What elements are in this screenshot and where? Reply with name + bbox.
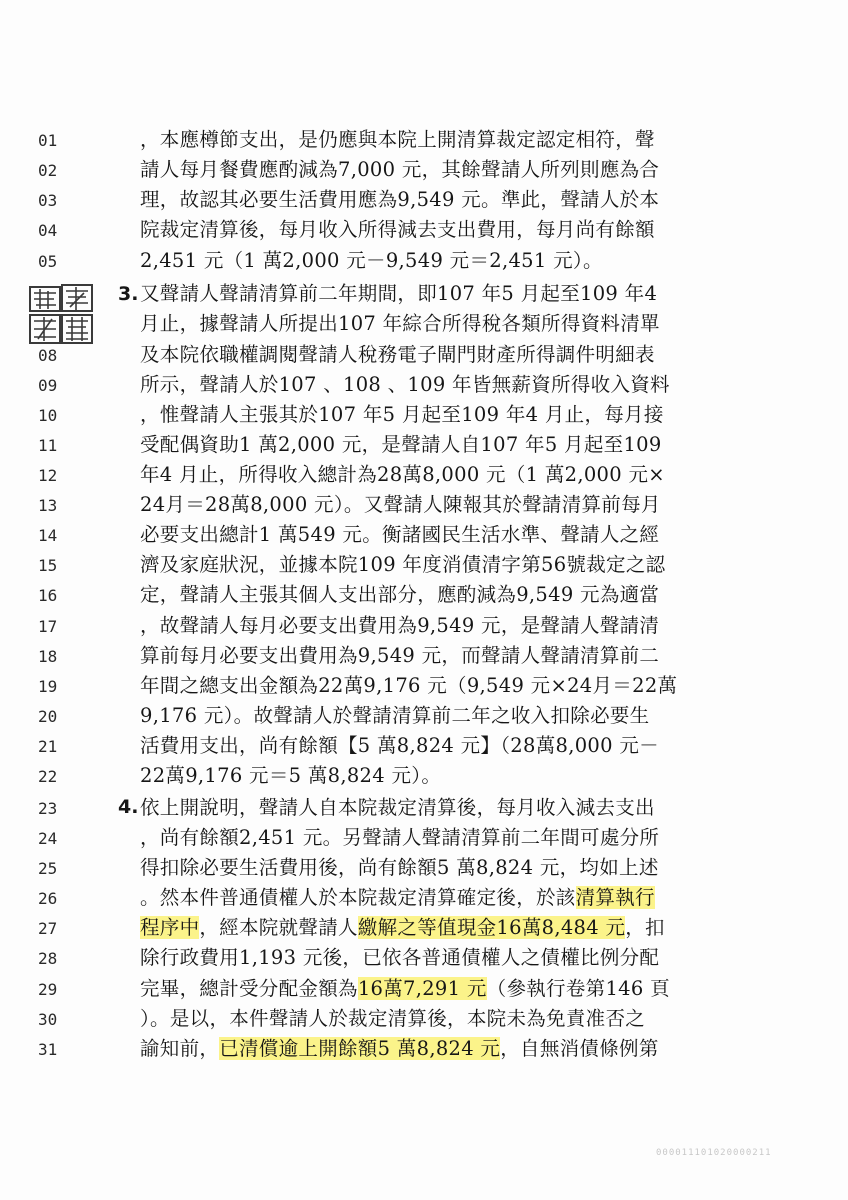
line-number: 22: [38, 767, 58, 786]
text-line: 濟及家庭狀況，並據本院109 年度消債清字第56號裁定之認: [140, 553, 666, 576]
text-line: 9,176 元）。故聲請人於聲請清算前二年之收入扣除必要生: [140, 704, 650, 727]
line-number: 31: [38, 1040, 58, 1059]
highlighted-text: 已清償逾上開餘額5 萬8,824 元: [219, 1037, 501, 1060]
text-segment: ，扣: [625, 916, 665, 939]
highlighted-text: 16萬7,291 元: [357, 977, 487, 1000]
line-number: 03: [38, 191, 58, 210]
line-number: 19: [38, 677, 58, 696]
line-number: 27: [38, 919, 58, 938]
text-line: ，本應樽節支出，是仍應與本院上開清算裁定認定相符，聲: [140, 128, 655, 151]
line-number: 14: [38, 526, 58, 545]
text-line: 算前每月必要支出費用為9,549 元，而聲請人聲請清算前二: [140, 644, 660, 667]
text-line: 必要支出總計1 萬549 元。衡諸國民生活水準、聲請人之經: [140, 523, 660, 546]
text-line: 得扣除必要生活費用後，尚有餘額5 萬8,824 元，均如上述: [140, 856, 659, 879]
line-number: 11: [38, 436, 58, 455]
text-line: [140, 886, 740, 910]
line-number: 23: [38, 799, 58, 818]
text-line: [140, 1037, 740, 1061]
line-number: 30: [38, 1010, 58, 1029]
text-line: 理，故認其必要生活費用應為9,549 元。準此，聲請人於本: [140, 188, 660, 211]
line-number: 01: [38, 131, 58, 150]
text-line: 院裁定清算後，每月收入所得減去支出費用，每月尚有餘額: [140, 218, 655, 241]
section-number-3: 3.: [118, 283, 139, 305]
text-line: ，惟聲請人主張其於107 年5 月起至109 年4 月止，每月接: [140, 403, 664, 426]
text-line: ，尚有餘額2,451 元。另聲請人聲請清算前二年間可處分所: [140, 826, 660, 849]
text-line: 除行政費用1,193 元後，已依各普通債權人之債權比例分配: [140, 946, 660, 969]
text-line: 及本院依職權調閱聲請人稅務電子閘門財產所得調件明細表: [140, 343, 655, 366]
line-number: 16: [38, 586, 58, 605]
text-segment: 諭知前，: [140, 1037, 220, 1060]
line-number: 08: [38, 346, 58, 365]
text-line: [140, 916, 740, 940]
text-line: 活費用支出，尚有餘額【5 萬8,824 元】（28萬8,000 元－: [140, 734, 659, 757]
line-number: 04: [38, 221, 58, 240]
line-number: 18: [38, 647, 58, 666]
text-line: 22萬9,176 元＝5 萬8,824 元）。: [140, 764, 442, 787]
text-segment: 完畢，總計受分配金額為: [140, 977, 358, 1000]
text-line: 年間之總支出金額為22萬9,176 元（9,549 元×24月＝22萬: [140, 674, 678, 697]
text-line: ）。是以，本件聲請人於裁定清算後，本院未為免責准否之: [140, 1007, 646, 1030]
highlighted-text: 繳解之等值現金16萬8,484 元: [357, 916, 626, 939]
text-segment: ，自無消債條例第: [500, 1037, 659, 1060]
text-line: 24月＝28萬8,000 元）。又聲請人陳報其於聲請清算前每月: [140, 493, 661, 516]
line-number: 17: [38, 617, 58, 636]
text-line: 2,451 元（1 萬2,000 元－9,549 元＝2,451 元）。: [140, 249, 603, 272]
line-number: 20: [38, 707, 58, 726]
highlighted-text: 程序中: [140, 916, 200, 939]
line-number: 29: [38, 980, 58, 999]
text-line: 依上開說明，聲請人自本院裁定清算後，每月收入減去支出: [140, 796, 655, 819]
line-number: 24: [38, 829, 58, 848]
line-number: 26: [38, 889, 58, 908]
highlighted-text: 清算執行: [575, 886, 655, 909]
line-number: 15: [38, 556, 58, 575]
line-number: 05: [38, 252, 58, 271]
line-number: 25: [38, 859, 58, 878]
text-line: [140, 977, 740, 1001]
line-number: 21: [38, 737, 58, 756]
line-number: 09: [38, 376, 58, 395]
line-number: 13: [38, 496, 58, 515]
text-line: 受配偶資助1 萬2,000 元，是聲請人自107 年5 月起至109: [140, 433, 662, 456]
text-line: 月止，據聲請人所提出107 年綜合所得稅各類所得資料清單: [140, 312, 660, 335]
text-segment: （參執行卷第146 頁: [486, 977, 670, 1000]
section-number-4: 4.: [118, 796, 139, 818]
text-line: 又聲請人聲請清算前二年期間，即107 年5 月起至109 年4: [140, 282, 658, 305]
text-line: 請人每月餐費應酌減為7,000 元，其餘聲請人所列則應為合: [140, 158, 660, 181]
seal-stamp-icon: [28, 283, 96, 347]
text-segment: ，經本院就聲請人: [199, 916, 358, 939]
text-line: 所示，聲請人於107 、108 、109 年皆無薪資所得收入資料: [140, 373, 670, 396]
footer-mark: 000011101020000211: [656, 1148, 772, 1158]
text-segment: 。然本件普通債權人於本院裁定清算確定後，於該: [140, 886, 576, 909]
line-number: 12: [38, 466, 58, 485]
text-line: 定，聲請人主張其個人支出部分，應酌減為9,549 元為適當: [140, 583, 660, 606]
line-number: 10: [38, 406, 58, 425]
line-number: 02: [38, 161, 58, 180]
line-number: 28: [38, 949, 58, 968]
text-line: 年4 月止，所得收入總計為28萬8,000 元（1 萬2,000 元×: [140, 463, 665, 486]
text-line: ，故聲請人每月必要支出費用為9,549 元，是聲請人聲請清: [140, 614, 660, 637]
